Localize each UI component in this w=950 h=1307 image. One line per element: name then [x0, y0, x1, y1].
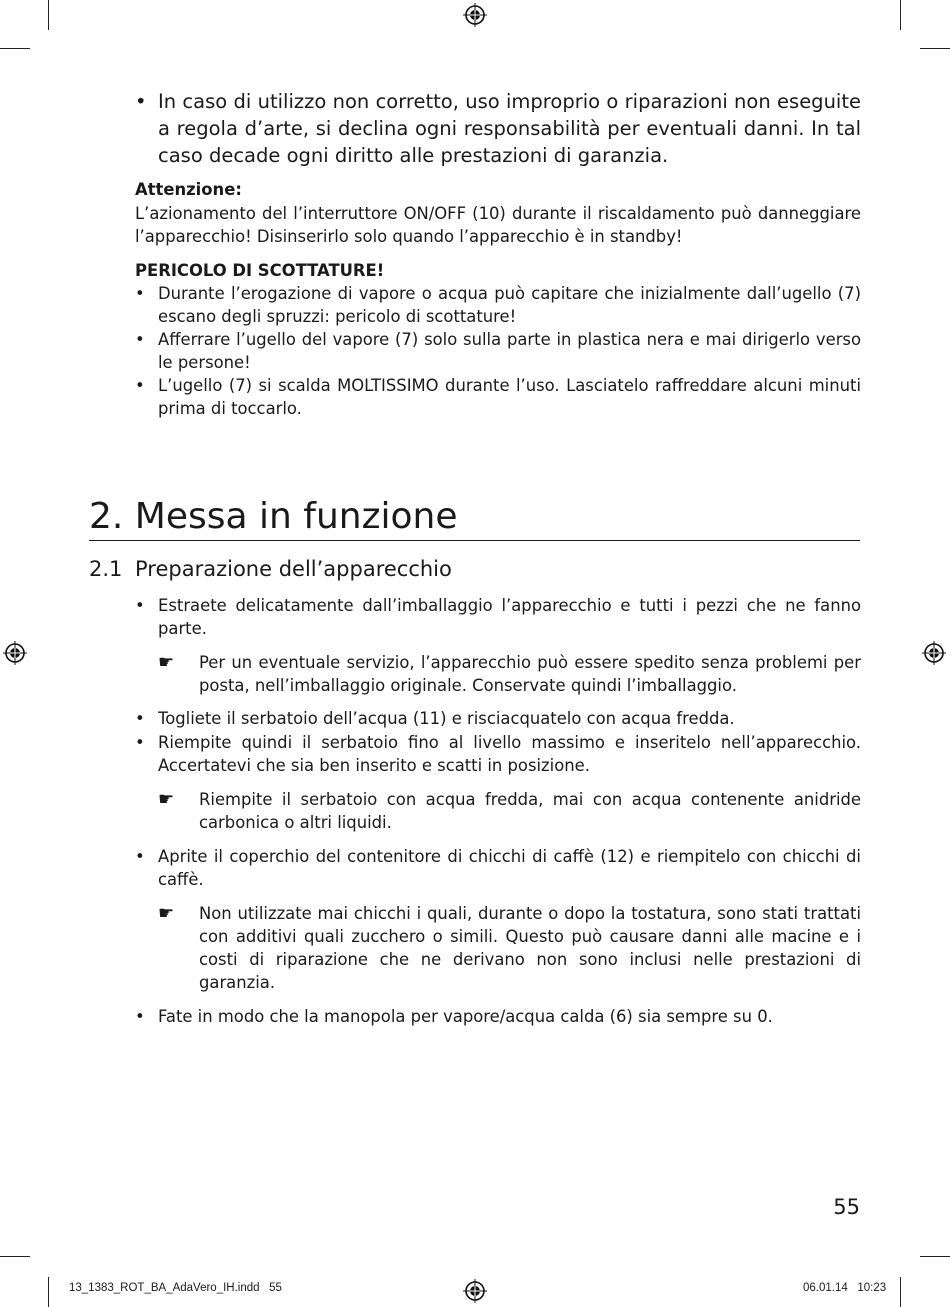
- list-item-text: Estraete delicatamente dall’imballaggio l’apparecchio e tutti i pezzi che ne fanno parte.: [158, 596, 861, 638]
- note: [158, 902, 861, 994]
- bullet-icon: •: [135, 330, 145, 349]
- section-heading: [89, 555, 452, 583]
- burn-warning-title: PERICOLO DI SCOTTATURE!: [135, 261, 385, 280]
- list-item-text: L’ugello (7) si scalda MOLTISSIMO durante l’uso. Lasciatelo raffreddare alcuni minuti prima di toccarlo.: [158, 376, 861, 418]
- registration-mark-icon: [463, 3, 487, 27]
- bullet-icon: •: [135, 847, 145, 866]
- note: [158, 788, 861, 834]
- list-item-text: Afferrare l’ugello del vapore (7) solo sulla parte in plastica nera e mai dirigerlo verso le persone!: [158, 330, 861, 372]
- bullet-icon: •: [135, 376, 145, 395]
- note-text: Non utilizzate mai chicchi i quali, durante o dopo la tostatura, sono stati trattati con additivi quali zucchero o simili. Questo può causare danni alle macine e i costi di riparazione che ne derivano non sono inclusi nelle prestazioni di garanzia.: [199, 904, 861, 992]
- note: [158, 651, 861, 697]
- bullet-icon: •: [135, 284, 145, 303]
- section-number: 2.1: [89, 557, 123, 581]
- list-item: [135, 328, 861, 374]
- crop-mark: [0, 1256, 30, 1257]
- list-item-text: In caso di utilizzo non corretto, uso improprio o riparazioni non eseguite a regola d’arte, si declina ogni responsabilità per eventuali danni. In tal caso decade ogni diritto alle prestazioni di garanzia.: [158, 90, 861, 167]
- footer-date: 06.01.14 10:23: [803, 1282, 887, 1294]
- list-item-text: Togliete il serbatoio dell’acqua (11) e risciacquatelo con acqua fredda.: [158, 709, 735, 728]
- pointing-hand-icon: ☛: [158, 903, 175, 924]
- pointing-hand-icon: ☛: [158, 652, 175, 673]
- list-item-text: Aprite il coperchio del contenitore di chicchi di caffè (12) e riempitelo con chicchi di caffè.: [158, 847, 861, 889]
- attention-title: Attenzione:: [135, 180, 242, 199]
- list-item: [135, 282, 861, 328]
- bullet-icon: •: [135, 733, 145, 752]
- crop-mark: [900, 1277, 901, 1307]
- list-item: [135, 731, 861, 777]
- list-item: [135, 594, 861, 640]
- note-text: Per un eventuale servizio, l’apparecchio può essere spedito senza problemi per posta, nell’imballaggio originale. Conservate quindi l’imballaggio.: [199, 653, 861, 695]
- pointing-hand-icon: ☛: [158, 789, 175, 810]
- attention-text: L’azionamento del l’interruttore ON/OFF (10) durante il riscaldamento può danneggiare l’apparecchio! Disinserirlo solo quando l’apparecchio è in standby!: [135, 204, 861, 246]
- crop-mark: [900, 0, 901, 30]
- list-item-text: Riempite quindi il serbatoio fino al livello massimo e inseritelo nell’apparecchio. Accertatevi che sia ben inserito e scatti in posizione.: [158, 733, 861, 775]
- list-item: [135, 374, 861, 420]
- bullet-icon: •: [135, 1007, 145, 1026]
- registration-mark-icon: [3, 641, 27, 665]
- registration-mark-icon: [463, 1279, 487, 1303]
- list-item: [135, 845, 861, 891]
- chapter-heading: 2. Messa in funzione: [89, 494, 860, 541]
- crop-mark: [48, 1277, 49, 1307]
- crop-mark: [48, 0, 49, 30]
- list-item: [135, 88, 861, 170]
- section-title: Preparazione dell’apparecchio: [135, 557, 452, 581]
- bullet-icon: •: [135, 709, 145, 728]
- crop-mark: [920, 1256, 950, 1257]
- list-item-text: Fate in modo che la manopola per vapore/acqua calda (6) sia sempre su 0.: [158, 1007, 773, 1026]
- list-item: [135, 1005, 861, 1028]
- crop-mark: [0, 48, 30, 49]
- list-item: [135, 707, 861, 730]
- crop-mark: [920, 48, 950, 49]
- footer-file-info: 13_1383_ROT_BA_AdaVero_IH.indd 55: [69, 1282, 282, 1294]
- bullet-icon: •: [135, 90, 147, 113]
- list-item-text: Durante l’erogazione di vapore o acqua può capitare che inizialmente dall’ugello (7) escano degli spruzzi: pericolo di scottature!: [158, 284, 861, 326]
- page-number: 55: [833, 1195, 860, 1219]
- registration-mark-icon: [922, 641, 946, 665]
- bullet-icon: •: [135, 596, 145, 615]
- note-text: Riempite il serbatoio con acqua fredda, mai con acqua contenente anidride carbonica o altri liquidi.: [199, 790, 861, 832]
